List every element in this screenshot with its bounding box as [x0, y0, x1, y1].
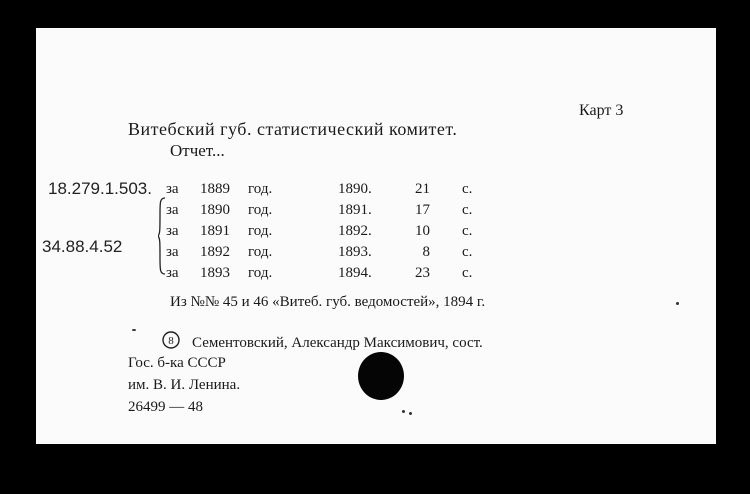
- cell-pub: 1892.: [338, 223, 372, 239]
- cell-unit: год.: [248, 223, 273, 239]
- table-row: [166, 222, 496, 240]
- cell-pub: 1891.: [338, 202, 372, 218]
- circled-number-icon: [162, 331, 180, 349]
- table-row: [166, 243, 496, 261]
- svg-text:8: 8: [168, 335, 174, 347]
- cell-prefix: за: [166, 223, 179, 239]
- bracket-icon: [158, 196, 166, 276]
- cell-pub: 1890.: [338, 181, 372, 197]
- ink-speck: [402, 410, 405, 413]
- cell-unit: год.: [248, 265, 273, 281]
- library-line-2: им. В. И. Ленина.: [128, 377, 241, 393]
- cell-abbr: с.: [462, 223, 473, 239]
- cell-pages: 17: [415, 202, 430, 218]
- table-row: [166, 180, 496, 198]
- cell-abbr: с.: [462, 202, 473, 218]
- ink-speck: [409, 412, 412, 415]
- compiler-line: Сементовский, Александр Максимович, сост.: [192, 335, 483, 351]
- cell-prefix: за: [166, 181, 179, 197]
- cell-year: 1890: [200, 202, 230, 218]
- cell-pub: 1893.: [338, 244, 372, 260]
- ink-speck: [132, 329, 136, 331]
- cell-pages: 23: [415, 265, 430, 281]
- cell-pages: 8: [422, 244, 430, 260]
- cell-unit: год.: [248, 244, 273, 260]
- cell-year: 1892: [200, 244, 230, 260]
- inventory-number: 26499 — 48: [128, 399, 203, 415]
- library-line-1: Гос. б-ка СССР: [128, 355, 226, 371]
- cell-pages: 10: [415, 223, 430, 239]
- handwritten-number-1: 18.279.1.503.: [48, 179, 152, 198]
- cell-year: 1889: [200, 181, 230, 197]
- shelfmark: Карт 3: [579, 102, 624, 119]
- ink-speck: [676, 302, 679, 305]
- cell-prefix: за: [166, 265, 179, 281]
- cell-pages: 21: [415, 181, 430, 197]
- cell-year: 1891: [200, 223, 230, 239]
- cell-abbr: с.: [462, 181, 473, 197]
- cell-prefix: за: [166, 202, 179, 218]
- cell-prefix: за: [166, 244, 179, 260]
- table-row: [166, 264, 496, 282]
- cell-unit: год.: [248, 181, 273, 197]
- card-subtitle: Отчет...: [170, 141, 225, 160]
- handwritten-number-2: 34.88.4.52: [42, 237, 123, 256]
- table-row: [166, 201, 496, 219]
- cell-pub: 1894.: [338, 265, 372, 281]
- library-stamp: [358, 352, 404, 400]
- cell-year: 1893: [200, 265, 230, 281]
- cell-abbr: с.: [462, 265, 473, 281]
- cell-unit: год.: [248, 202, 273, 218]
- cell-abbr: с.: [462, 244, 473, 260]
- card-title: Витебский губ. статистический комитет.: [128, 119, 458, 139]
- source-line: Из №№ 45 и 46 «Витеб. губ. ведомостей», 1894 г.: [170, 294, 486, 310]
